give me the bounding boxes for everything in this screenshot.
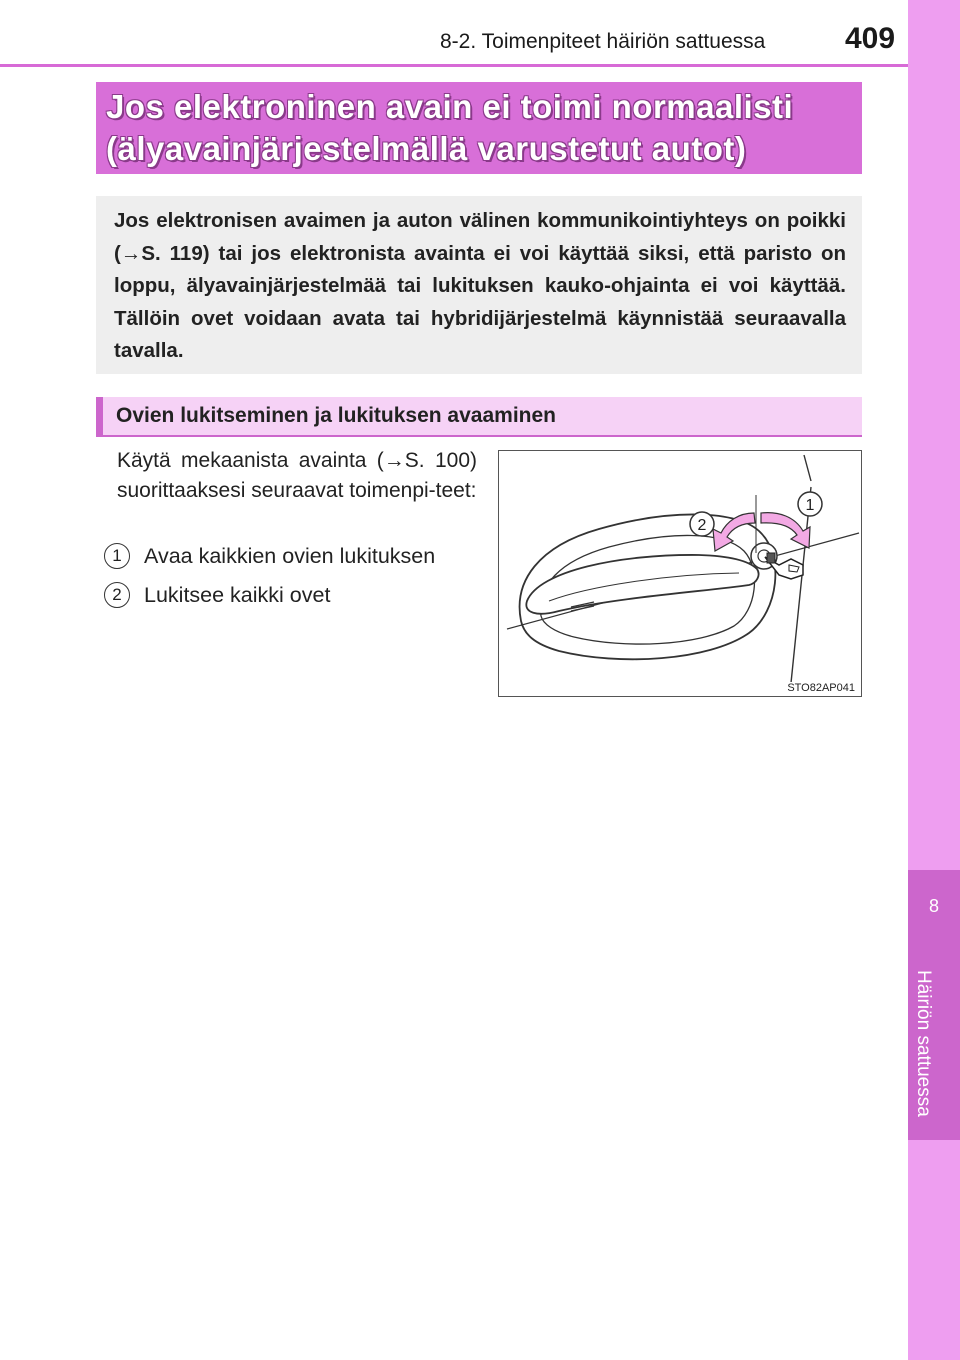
callout-2-label: 2 [697,517,707,534]
side-tab-chapter-title: Häiriön sattuessa [913,970,934,1117]
side-tab-strip [908,0,960,1360]
figure-code: STO82AP041 [787,682,855,694]
door-handle-illustration [498,450,862,697]
section-header: 8-2. Toimenpiteet häiriön sattuessa [440,30,766,53]
page-number: 409 [845,22,896,55]
side-tab-chapter-number: 8 [928,896,939,916]
step-label-1: Avaa kaikkien ovien lukituksen [144,543,436,568]
step-number-1: 1 [104,543,130,569]
intro-text: Jos elektronisen avaimen ja auton välinen kommunikointiyhteys on poikki (→S. 119) tai jos elektronista avainta ei voi käyttää siksi, että paristo on loppu, älyavainjärjestelmää tai lukituksen kauko-ohjainta ei voi käyttää. Tällöin ovet voidaan avata tai hybridijärjestelmä käynnistää seuraavalla tavalla. [114,209,846,362]
door-handle-drawing [499,451,862,697]
step-number-2: 2 [104,582,130,608]
subsection-title: Ovien lukitseminen ja lukituksen avaaminen [116,404,556,427]
callout-1-label: 1 [805,497,815,514]
page-title-line-2: (älyavainjärjestelmällä varustetut autot) [106,130,747,167]
step-label-2: Lukitsee kaikki ovet [144,582,331,607]
header-divider [0,64,908,67]
step-item-2 [104,582,330,608]
instruction-text: Käytä mekaanista avainta (→S. 100) suorittaaksesi seuraavat toimenpi-teet: [117,449,477,502]
step-item-1 [104,543,435,569]
page-title-line-1: Jos elektroninen avain ei toimi normaalisti [106,88,794,125]
